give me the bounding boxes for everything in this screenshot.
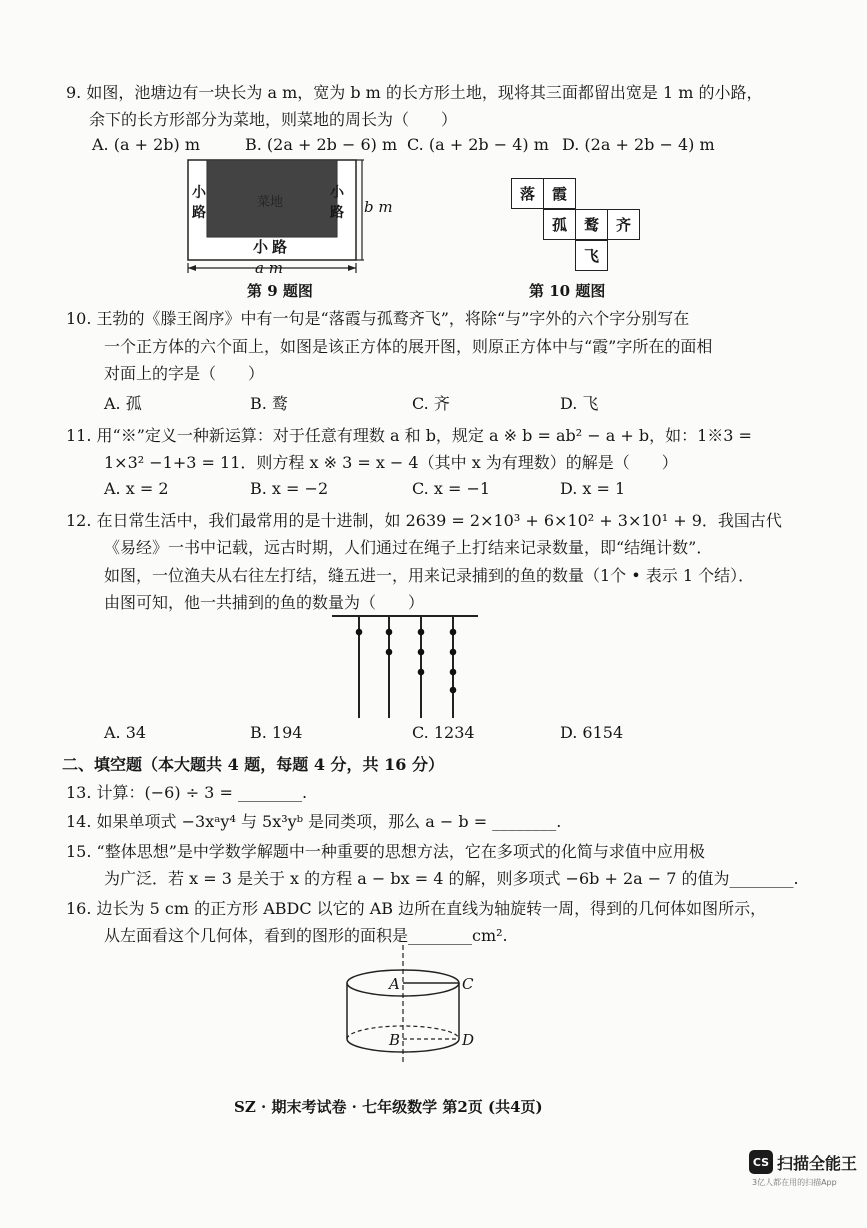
q9-right-path-label: 小路 [330,185,344,221]
q9-option-a: A. (a + 2b) m [92,135,201,154]
net-cell-6: 飞 [575,240,608,271]
q9-bottom-path-label: 小路 [253,238,292,256]
q10-line1: 10. 王勃的《滕王阁序》中有一句是“落霞与孤鹜齐飞”，将除“与”字外的六个字分别写在 [66,309,690,328]
q9-option-b: B. (2a + 2b − 6) m [245,135,398,154]
q9-garden-label: 菜地 [257,195,284,210]
knot-rope-figure [330,610,482,722]
q12-line1: 12. 在日常生活中，我们最常用的是十进制，如 2639 = 2×10³ + 6×10² + 3×10¹ + 9．我国古代 [66,511,782,530]
q9-option-d: D. (2a + 2b − 4) m [562,135,715,154]
point-b-label: B [389,1031,401,1049]
point-c-label: C [462,975,474,993]
q11-option-b: B. x = −2 [250,479,329,498]
q12-line3: 如图，一位渔夫从右往左打结，缝五进一，用来记录捕到的鱼的数量（1个 • 表示 1 个结）． [104,566,755,585]
q9-option-c: C. (a + 2b − 4) m [407,135,549,154]
q12-option-a: A. 34 [104,723,147,742]
q10-option-a: A. 孤 [104,394,142,413]
q11-option-c: C. x = −1 [412,479,491,498]
q11-option-a: A. x = 2 [104,479,169,498]
scanner-slogan: 3亿人都在用的扫描App [752,1178,837,1187]
net-cell-3: 孤 [543,209,576,240]
point-d-label: D [462,1031,475,1049]
q10-line3: 对面上的字是（ ） [104,364,265,383]
q9-left-path-label: 小路 [192,185,206,221]
q10-line2: 一个正方体的六个面上，如图是该正方体的展开图，则原正方体中与“霞”字所在的面相 [104,337,713,356]
q12-option-b: B. 194 [250,723,303,742]
q10-caption: 第 10 题图 [529,282,606,300]
q9-width-label: a m [255,259,283,277]
section-2-title: 二、填空题（本大题共 4 题，每题 4 分，共 16 分） [62,755,444,774]
q12-option-c: C. 1234 [412,723,475,742]
scanner-brand: 扫描全能王 [777,1154,858,1173]
net-cell-1: 落 [511,178,544,209]
q14-text: 14. 如果单项式 −3xᵃy⁴ 与 5x³yᵇ 是同类项，那么 a − b = ________. [66,812,562,831]
scanner-logo-icon: CS [749,1150,773,1174]
q9-caption: 第 9 题图 [247,282,313,300]
net-cell-2: 霞 [543,178,576,209]
net-cell-5: 齐 [607,209,640,240]
q12-line2: 《易经》一书中记载，远古时期，人们通过在绳子上打结来记录数量，即“结绳计数”． [104,538,713,557]
q9-line1: 9. 如图，池塘边有一块长为 a m，宽为 b m 的长方形土地，现将其三面都留出宽是 1 m 的小路， [66,83,763,102]
q15-line2: 为广泛．若 x = 3 是关于 x 的方程 a − bx = 4 的解，则多项式 −6b + 2a − 7 的值为________. [104,869,799,888]
q15-line1: 15. “整体思想”是中学数学解题中一种重要的思想方法，它在多项式的化简与求值中应用极 [66,842,705,861]
q9-height-label: b m [364,198,393,216]
q16-line2: 从左面看这个几何体，看到的图形的面积是________cm². [104,926,508,945]
q13-text: 13. 计算：(−6) ÷ 3 = ________. [66,783,308,802]
q16-line1: 16. 边长为 5 cm 的正方形 ABDC 以它的 AB 边所在直线为轴旋转一周，得到的几何体如图所示， [66,899,767,918]
q10-option-c: C. 齐 [412,394,450,413]
q11-option-d: D. x = 1 [560,479,626,498]
q11-line2: 1×3² −1+3 = 11．则方程 x ※ 3 = x − 4（其中 x 为有理数）的解是（ ） [104,453,678,472]
q9-figure [180,155,410,280]
q11-line1: 11. 用“※”定义一种新运算：对于任意有理数 a 和 b，规定 a ※ b = ab² − a + b，如：1※3 = [66,426,752,445]
q12-option-d: D. 6154 [560,723,624,742]
point-a-label: A [389,975,400,993]
q12-line4: 由图可知，他一共捕到的鱼的数量为（ ） [104,593,425,612]
net-cell-4: 鹜 [575,209,608,240]
page-footer: SZ · 期末考试卷 · 七年级数学 第2页 (共4页) [234,1098,543,1116]
q9-line2: 余下的长方形部分为菜地，则菜地的周长为（ ） [89,110,458,129]
q10-option-b: B. 鹜 [250,394,288,413]
q10-option-d: D. 飞 [560,394,599,413]
